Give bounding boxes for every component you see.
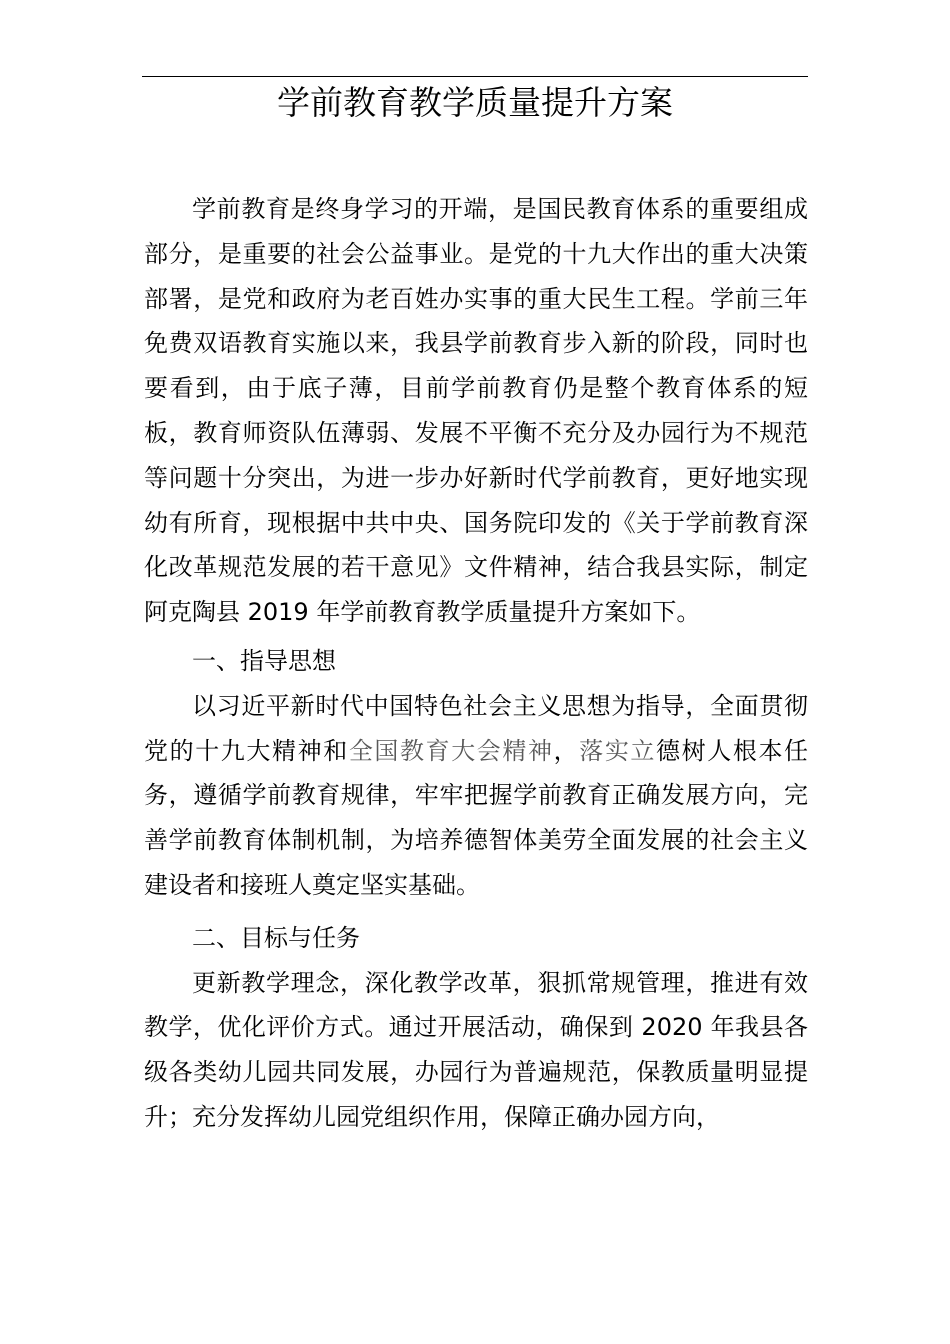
guiding-ideology-paragraph xyxy=(144,684,808,908)
highlighted-text: 落实立 xyxy=(579,736,657,765)
section-heading-goals-tasks: 二、目标与任务 xyxy=(192,923,360,952)
document-title: 学前教育教学质量提升方案 xyxy=(277,83,673,122)
intro-paragraph: 学前教育是终身学习的开端，是国民教育体系的重要组成部分，是重要的社会公益事业。是党的十九大作出的重大决策部署，是党和政府为老百姓办实事的重大民生工程。学前三年免费双语教育实施以来，我县学前教育步入新的阶段，同时也要看到，由于底子薄，目前学前教育仍是整个教育体系的短板，教育师资队伍薄弱、发展不平衡不充分及办园行为不规范等问题十分突出，为进一步办好新时代学前教育，更好地实现幼有所育，现根据中共中央、国务院印发的《关于学前教育深化改革规范发展的若干意见》文件精神，结合我县实际，制定阿克陶县 2019 年学前教育教学质量提升方案如下。 xyxy=(144,195,808,627)
paragraph-text: ， xyxy=(553,736,580,765)
highlighted-text: 全国教育大会精神 xyxy=(348,736,554,765)
document-body xyxy=(144,187,808,1140)
goals-tasks-paragraph: 更新教学理念，深化教学改革，狠抓常规管理，推进有效教学，优化评价方式。通过开展活动，确保到 2020 年我县各级各类幼儿园共同发展，办园行为普遍规范，保教质量明显提升；充分发挥幼儿园党组织作用，保障正确办园方向， xyxy=(144,968,808,1131)
paragraph-text: 以习近平新时代中国特色社会主义思想为指导，全面贯彻党的十九大精神和 xyxy=(144,691,808,765)
paragraph-text: 德树人根本任务，遵循学前教育规律，牢牢把握学前教育正确发展方向，完善学前教育体制机制，为培养德智体美劳全面发展的社会主义建设者和接班人奠定坚实基础。 xyxy=(144,736,809,899)
header-rule xyxy=(142,76,808,77)
spacer xyxy=(144,908,808,916)
section-heading-guiding-ideology: 一、指导思想 xyxy=(192,646,336,675)
